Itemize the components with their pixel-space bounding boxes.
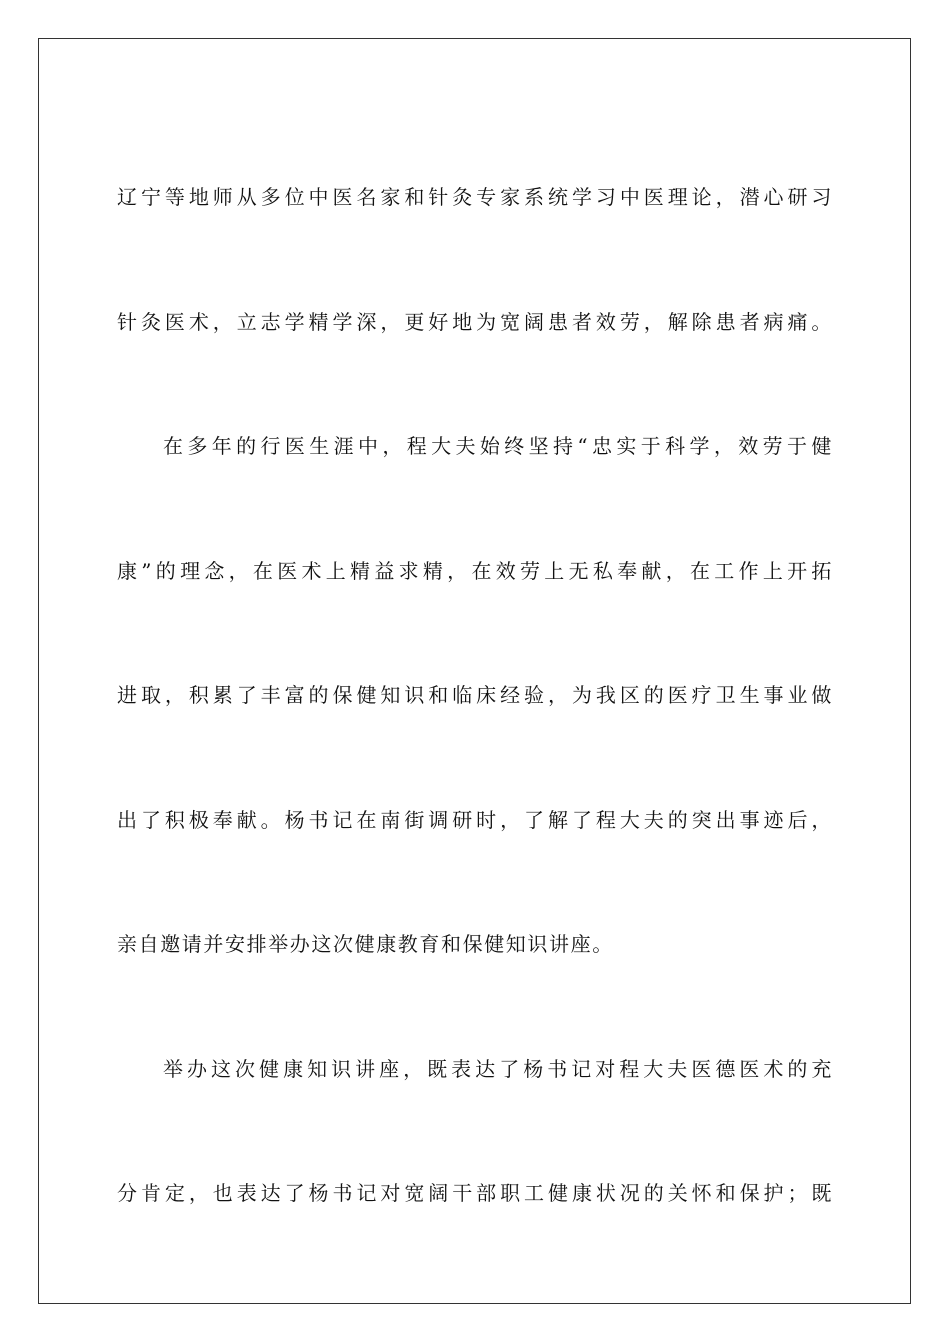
text-line: 辽宁等地师从多位中医名家和针灸专家系统学习中医理论，潜心研习 bbox=[117, 185, 833, 209]
text-line: 康”的理念，在医术上精益求精，在效劳上无私奉献，在工作上开拓 bbox=[117, 558, 833, 583]
text-line: 进取，积累了丰富的保健知识和临床经验，为我区的医疗卫生事业做 bbox=[117, 683, 833, 707]
page-frame bbox=[38, 38, 911, 1304]
paragraph-start-line: 在多年的行医生涯中，程大夫始终坚持“忠实于科学，效劳于健 bbox=[163, 434, 833, 458]
text-line: 出了积极奉献。杨书记在南街调研时，了解了程大夫的突出事迹后， bbox=[117, 807, 833, 832]
paragraph-end-line: 亲自邀请并安排举办这次健康教育和保健知识讲座。 bbox=[117, 932, 614, 956]
text-line: 分肯定，也表达了杨书记对宽阔干部职工健康状况的关怀和保护；既 bbox=[117, 1181, 833, 1205]
body-text bbox=[117, 135, 833, 1256]
text-line: 针灸医术，立志学精学深，更好地为宽阔患者效劳，解除患者病痛。 bbox=[117, 309, 833, 334]
paragraph-start-line: 举办这次健康知识讲座，既表达了杨书记对程大夫医德医术的充 bbox=[163, 1056, 833, 1081]
